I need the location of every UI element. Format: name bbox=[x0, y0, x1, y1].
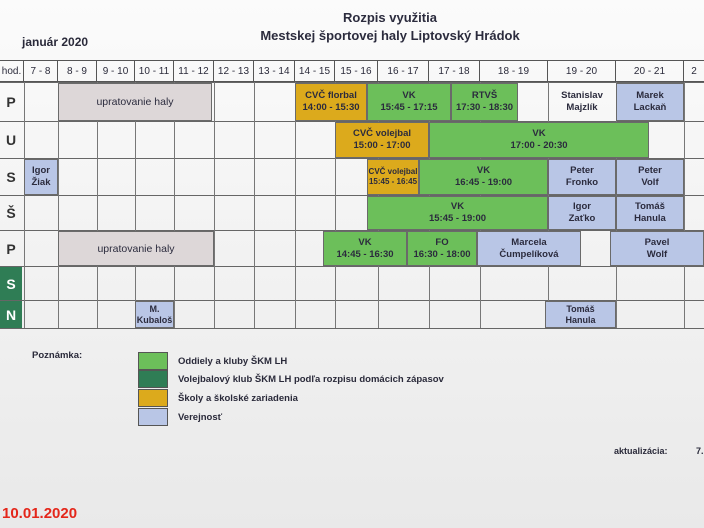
event-public bbox=[616, 159, 684, 195]
event-label: Fronko bbox=[565, 177, 599, 188]
event-vk bbox=[419, 159, 548, 195]
event-public bbox=[610, 231, 704, 266]
event-time: 14:45 - 16:30 bbox=[336, 248, 394, 260]
header-slot: 20 - 21 bbox=[616, 60, 684, 82]
event-public bbox=[548, 159, 616, 195]
header-slot: 7 - 8 bbox=[24, 60, 58, 82]
event-label: Tomáš bbox=[566, 303, 595, 314]
update-value: 7. bbox=[696, 446, 704, 456]
event-label: VK bbox=[358, 236, 372, 248]
event-time: 16:30 - 18:00 bbox=[413, 248, 471, 260]
legend-swatch-volleyball bbox=[138, 370, 168, 388]
event-vk bbox=[367, 196, 548, 230]
legend-label: Školy a školské zariadenia bbox=[178, 393, 298, 404]
event-label: Čumpelíková bbox=[499, 248, 559, 260]
header-slot: 13 - 14 bbox=[254, 60, 295, 82]
event-label: CVČ volejbal bbox=[368, 167, 418, 176]
event-public bbox=[548, 196, 616, 230]
event-label: VK bbox=[476, 165, 491, 176]
event-label: VK bbox=[402, 90, 416, 101]
event-label: upratovanie haly bbox=[96, 96, 174, 108]
event-label: Stanislav bbox=[561, 90, 603, 101]
header-slot: 11 - 12 bbox=[174, 60, 214, 82]
event-rtvs bbox=[451, 83, 518, 121]
schedule-subtitle: Mestskej športovej haly Liptovský Hrádok bbox=[260, 28, 520, 43]
event-label: Hanula bbox=[634, 213, 666, 224]
event-label: Zaťko bbox=[568, 213, 596, 224]
col-divider bbox=[214, 82, 215, 328]
header-slot: 18 - 19 bbox=[480, 60, 548, 82]
event-public bbox=[616, 83, 684, 121]
row-divider bbox=[0, 328, 704, 329]
event-cleaning bbox=[58, 83, 212, 121]
event-label: RTVŠ bbox=[471, 90, 498, 101]
schedule-title: Rozpis využitia bbox=[343, 10, 437, 25]
header-slot: 8 - 9 bbox=[58, 60, 97, 82]
event-label: CVČ florbal bbox=[305, 90, 357, 101]
header-slot: 9 - 10 bbox=[97, 60, 135, 82]
event-public bbox=[545, 301, 616, 328]
event-cvc-florbal bbox=[295, 83, 367, 121]
event-label: Igor bbox=[32, 165, 50, 176]
day-label-friday: P bbox=[6, 240, 16, 257]
legend-label: Oddiely a kluby ŠKM LH bbox=[178, 356, 288, 367]
event-label: Majzlík bbox=[566, 102, 598, 113]
event-label: upratovanie haly bbox=[97, 242, 175, 255]
event-label: Peter bbox=[570, 165, 594, 176]
event-time: 15:45 - 19:00 bbox=[428, 213, 487, 224]
event-public bbox=[24, 159, 58, 195]
event-time: 17:30 - 18:30 bbox=[455, 102, 514, 113]
day-label-monday: P bbox=[6, 94, 16, 110]
header-hod: hod. bbox=[0, 60, 24, 82]
event-time: 16:45 - 19:00 bbox=[454, 177, 513, 188]
col-divider bbox=[684, 82, 685, 328]
event-public bbox=[477, 231, 581, 266]
header-slot: 2 bbox=[684, 60, 704, 82]
event-vk bbox=[429, 122, 649, 158]
event-public bbox=[616, 196, 684, 230]
event-time: 15:00 - 17:00 bbox=[353, 140, 411, 151]
header-slot: 19 - 20 bbox=[548, 60, 616, 82]
event-label: Peter bbox=[638, 165, 662, 176]
event-vk bbox=[367, 83, 451, 121]
event-label: Marcela bbox=[511, 236, 547, 248]
event-label: Wolf bbox=[646, 248, 668, 260]
event-fo bbox=[407, 231, 477, 266]
legend-swatch-public bbox=[138, 408, 168, 426]
event-time: 14:00 - 15:30 bbox=[302, 102, 360, 113]
event-label: Volf bbox=[641, 177, 659, 188]
legend-label: Volejbalový klub ŠKM LH podľa rozpisu domácich zápasov bbox=[178, 374, 444, 385]
event-public bbox=[135, 301, 174, 328]
header-slot: 10 - 11 bbox=[135, 60, 174, 82]
day-label-tuesday: U bbox=[5, 132, 17, 148]
event-time: 15:45 - 16:45 bbox=[368, 177, 418, 186]
event-label: Pavel bbox=[644, 236, 670, 248]
event-cleaning bbox=[58, 231, 214, 266]
event-label: M. bbox=[149, 303, 160, 314]
event-label: Marek bbox=[636, 90, 664, 101]
header-slot: 17 - 18 bbox=[429, 60, 480, 82]
event-cvc-volejbal bbox=[335, 122, 429, 158]
month-label: január 2020 bbox=[22, 35, 89, 49]
legend-label: Verejnosť bbox=[178, 412, 223, 423]
event-vk bbox=[323, 231, 407, 266]
event-time: 15:45 - 17:15 bbox=[380, 102, 438, 113]
day-label-saturday: S bbox=[0, 267, 22, 300]
row-divider bbox=[0, 266, 704, 267]
event-label: Hanula bbox=[565, 314, 596, 325]
event-public bbox=[548, 83, 616, 121]
col-divider bbox=[254, 82, 255, 328]
legend-title: Poznámka: bbox=[32, 350, 83, 361]
event-label: VK bbox=[450, 201, 465, 212]
day-label-thursday: Š bbox=[6, 205, 16, 221]
day-label-sunday: N bbox=[0, 301, 22, 328]
event-label: Žiak bbox=[31, 177, 51, 188]
update-label: aktualizácia: bbox=[614, 446, 668, 456]
header-slot: 14 - 15 bbox=[295, 60, 335, 82]
header-slot: 16 - 17 bbox=[378, 60, 429, 82]
legend-swatch-schools bbox=[138, 389, 168, 407]
event-time: 17:00 - 20:30 bbox=[510, 140, 568, 151]
day-label-wednesday: S bbox=[6, 169, 16, 185]
event-label: VK bbox=[532, 128, 546, 139]
event-label: FO bbox=[435, 236, 449, 248]
event-cvc-volejbal bbox=[367, 159, 419, 195]
header-slot: 15 - 16 bbox=[335, 60, 378, 82]
legend-swatch-clubs bbox=[138, 352, 168, 370]
header-slot: 12 - 13 bbox=[214, 60, 254, 82]
event-label: Lackaň bbox=[633, 102, 667, 113]
photo-date-stamp: 10.01.2020 bbox=[2, 505, 78, 522]
event-label: Kubaloš bbox=[136, 314, 173, 325]
event-label: Igor bbox=[573, 201, 591, 212]
col-divider bbox=[24, 82, 25, 328]
event-label: CVČ volejbal bbox=[352, 128, 412, 139]
event-label: Tomáš bbox=[635, 201, 665, 212]
